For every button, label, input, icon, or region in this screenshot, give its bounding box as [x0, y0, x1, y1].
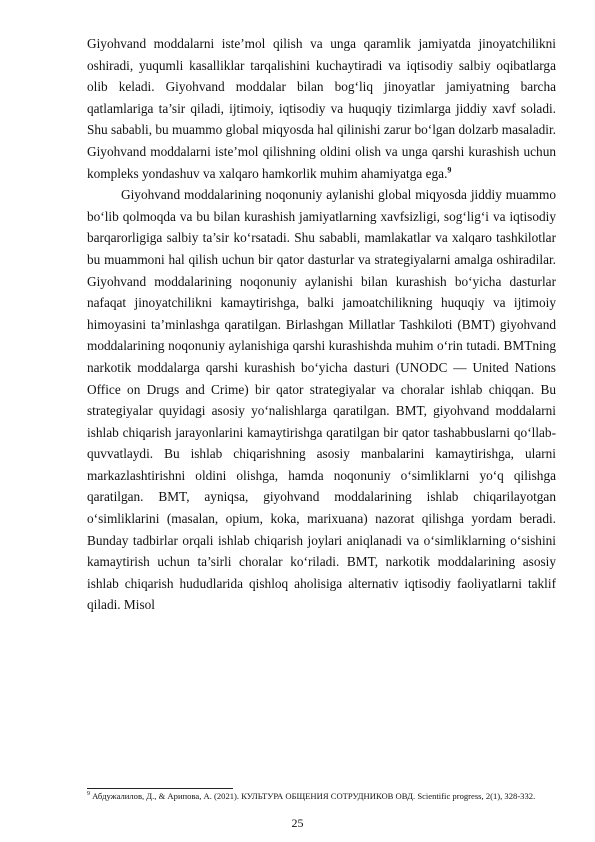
footnote-reference: 9 [447, 165, 452, 175]
paragraph-1-text: Giyohvand moddalarni iste’mol qilish va unga qaramlik jamiyatda jinoyatchilikni oshiradi, yuqumli kasalliklar tarqalishini kuchaytiradi va iqtisodiy salbiy oqibatlarga olib keladi. Giyohvand moddalar bilan bog‘liq jinoyatlar jamiyatning barcha qatlamlariga ta’sir qiladi, ijtimoiy, iqtisodiy va huquqiy tizimlarga jiddiy xavf soladi. Shu sababli, bu muammo global miqyosda hal qilinishi zarur bo‘lgan dolzarb masaladir. Giyohvand moddalarni iste’mol qilishning oldini olish va unga qarshi kurashish uchun kompleks yondashuv va xalqaro hamkorlik muhim ahamiyatga ega. [87, 36, 556, 181]
body-text [87, 33, 556, 616]
footnote-number: 9 [87, 791, 90, 798]
page-number: 25 [291, 816, 304, 830]
footnote-divider [87, 788, 233, 789]
footnote [87, 791, 556, 802]
footnote-text: Абдужалилов, Д., & Арипова, А. (2021). КУЛЬТУРА ОБЩЕНИЯ СОТРУДНИКОВ ОВД. Scientific progress, 2(1), 328-332. [92, 791, 536, 801]
paragraph-1 [87, 33, 556, 184]
paragraph-2: Giyohvand moddalarining noqonuniy aylanishi global miqyosda jiddiy muammo bo‘lib qolmoqda va bu bilan kurashish jamiyatlarning xavfsizligi, sog‘lig‘i va iqtisodiy barqarorligiga salbiy ta’sir ko‘rsatadi. Shu sababli, mamlakatlar va xalqaro tashkilotlar bu muammoni hal qilish uchun bir qator dasturlar va strategiyalarni amalga oshiradilar. Giyohvand moddalarining noqonuniy aylanishi bilan kurashish bo‘yicha dasturlar nafaqat jinoyatchilikni kamaytirishga, balki jamoatchilikning huquqiy va ijtimoiy himoyasini ta’minlashga qaratilgan. Birlashgan Millatlar Tashkiloti (BMT) giyohvand moddalarining noqonuniy aylanishiga qarshi kurashishda muhim o‘rin tutadi. BMTning narkotik moddalarga qarshi kurashish bo‘yicha dasturi (UNODC — United Nations Office on Drugs and Crime) bir qator strategiyalar va choralar ishlab chiqqan. Bu strategiyalar quyidagi asosiy yo‘nalishlarga qaratilgan. BMT, giyohvand moddalarni ishlab chiqarish jarayonlarini kamaytirishga qaratilgan bir qator tashabbuslarni qo‘llab-quvvatlaydi. Bu ishlab chiqarishning asosiy manbalarini kamaytirishga, ularni markazlashtirishni oldini olishga, hamda noqonuniy o‘simliklarni yo‘q qilishga qaratilgan. BMT, ayniqsa, giyohvand moddalarining ishlab chiqarilayotgan o‘simliklarini (masalan, opium, koka, marixuana) nazorat qilishga yordam beradi. Bunday tadbirlar orqali ishlab chiqarish joylari aniqlanadi va o‘simliklarning o‘sishini kamaytirish uchun ta’sirli choralar ko‘riladi. BMT, narkotik moddalarining asosiy ishlab chiqarish hududlarida qishloq aholisiga alternativ iqtisodiy faoliyatlarni taklif qiladi. Misol [87, 187, 556, 613]
